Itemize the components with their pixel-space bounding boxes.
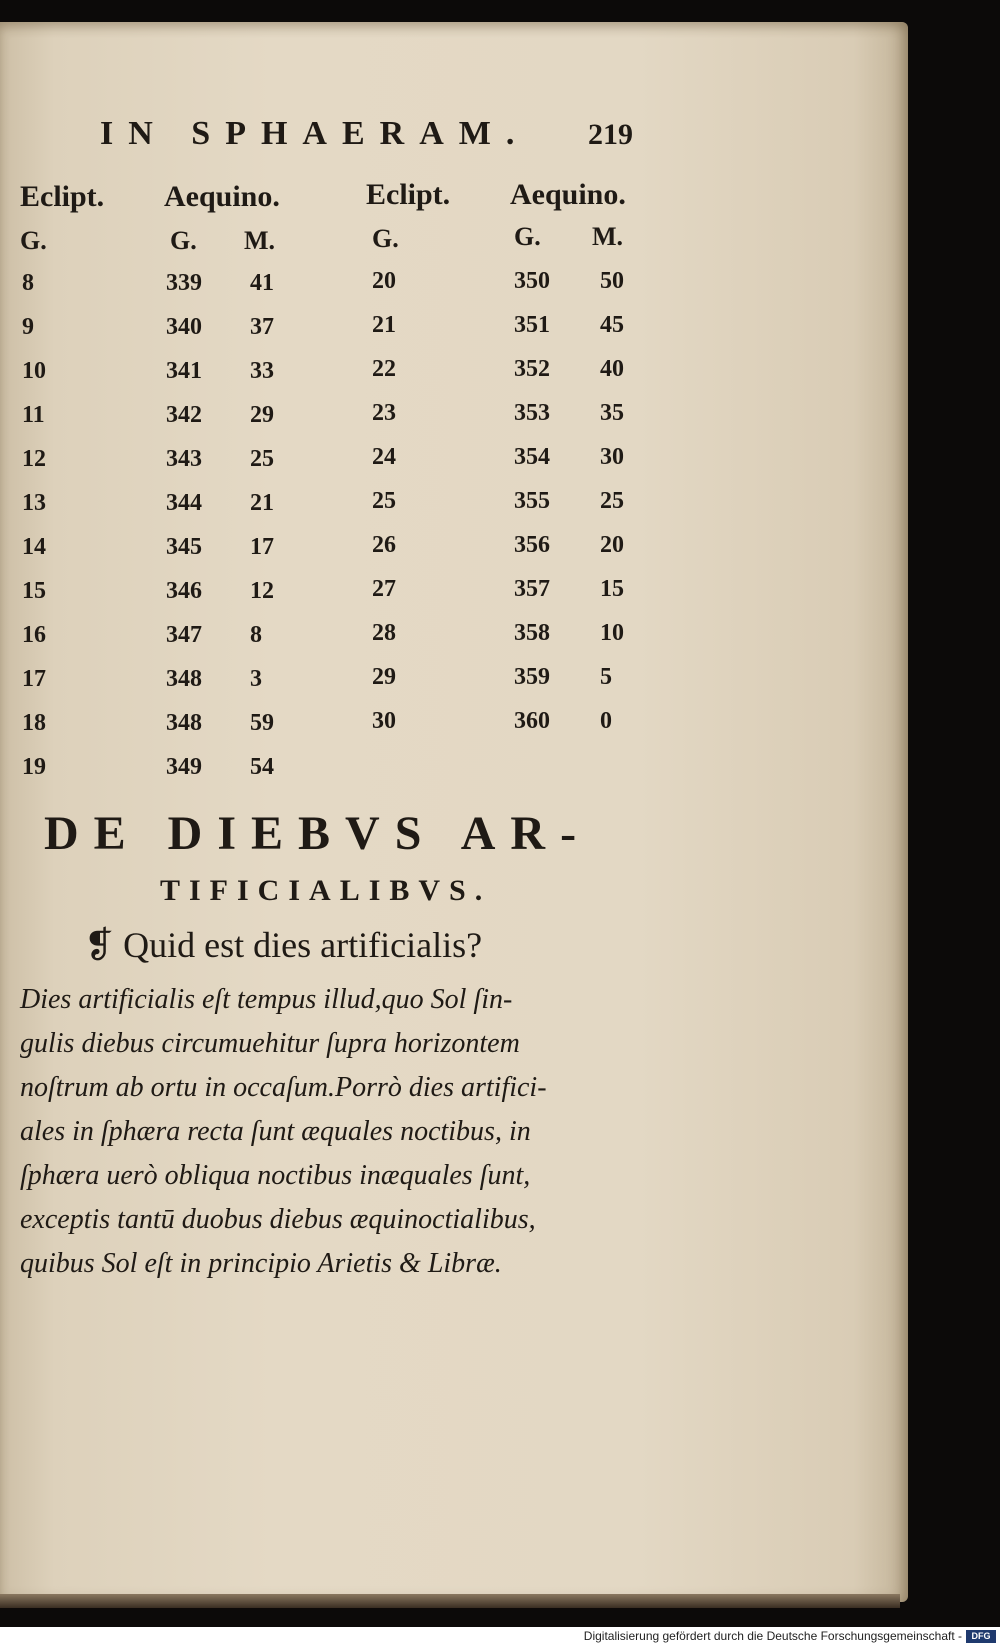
- table-cell-right-eg: 30: [372, 708, 396, 734]
- table-cell-right-am: 25: [600, 488, 624, 514]
- section-title: DE DIEBVS AR-: [44, 807, 592, 860]
- subheader-m-aeq-right: M.: [592, 222, 624, 251]
- table-cell-right-ag: 359: [514, 664, 550, 690]
- table-cell-left-am: 59: [250, 710, 274, 736]
- question-heading: ❡ Quid est dies artificialis?: [84, 925, 483, 965]
- table-cell-left-ag: 346: [166, 578, 202, 604]
- table-cell-left-eg: 12: [22, 446, 46, 472]
- table-cell-right-eg: 24: [372, 444, 396, 470]
- table-cell-left-ag: 342: [166, 402, 202, 428]
- table-cell-left-am: 33: [250, 358, 274, 384]
- table-cell-right-ag: 352: [514, 356, 550, 382]
- table-cell-left-eg: 11: [22, 402, 45, 428]
- table-cell-right-ag: 358: [514, 620, 550, 646]
- table-cell-right-am: 30: [600, 444, 624, 470]
- table-cell-left-eg: 13: [22, 490, 46, 516]
- table-cell-left-eg: 19: [22, 754, 46, 780]
- subheader-g-aeq-right: G.: [514, 222, 541, 251]
- paragraph-line: ales in ſphæra recta ſunt æquales noctibus, in: [20, 1116, 531, 1147]
- table-cell-left-eg: 16: [22, 622, 46, 648]
- body-paragraph: [20, 978, 640, 1286]
- table-cell-left-am: 21: [250, 490, 274, 516]
- subheader-g-ecl-left: G.: [20, 226, 47, 255]
- subheader-g-aeq-left: G.: [170, 226, 197, 255]
- page-edge: [0, 1594, 900, 1608]
- table-cell-right-am: 10: [600, 620, 624, 646]
- table-cell-left-ag: 348: [166, 710, 202, 736]
- subheader-g-ecl-right: G.: [372, 224, 399, 253]
- table-cell-right-ag: 353: [514, 400, 550, 426]
- table-cell-right-am: 40: [600, 356, 624, 382]
- table-cell-left-eg: 8: [22, 270, 34, 296]
- table-cell-left-eg: 17: [22, 666, 46, 692]
- table-cell-left-ag: 340: [166, 314, 202, 340]
- table-cell-right-eg: 27: [372, 576, 396, 602]
- header-ecliptic-left: Eclipt.: [20, 180, 105, 213]
- paragraph-line: gulis diebus circumuehitur ſupra horizontem: [20, 1028, 520, 1059]
- table-cell-left-ag: 345: [166, 534, 202, 560]
- table-cell-right-am: 0: [600, 708, 612, 734]
- header-aequinox-right: Aequino.: [510, 178, 626, 211]
- table-cell-left-ag: 349: [166, 754, 202, 780]
- header-aequinox-left: Aequino.: [164, 180, 280, 213]
- table-cell-left-ag: 344: [166, 490, 202, 516]
- table-cell-right-am: 45: [600, 312, 624, 338]
- table-cell-left-am: 29: [250, 402, 274, 428]
- table-cell-right-ag: 351: [514, 312, 550, 338]
- running-head: IN SPHAERAM.: [100, 115, 530, 152]
- table-cell-left-am: 8: [250, 622, 262, 648]
- table-cell-right-ag: 354: [514, 444, 550, 470]
- table-cell-right-ag: 355: [514, 488, 550, 514]
- table-cell-left-am: 37: [250, 314, 274, 340]
- table-cell-right-eg: 26: [372, 532, 396, 558]
- footer-credit: Digitalisierung gefördert durch die Deutsche Forschungsgemeinschaft -: [583, 1629, 962, 1643]
- table-cell-right-am: 20: [600, 532, 624, 558]
- table-cell-right-eg: 29: [372, 664, 396, 690]
- folio-number: 219: [588, 118, 633, 151]
- table-cell-right-ag: 360: [514, 708, 550, 734]
- table-cell-right-am: 35: [600, 400, 624, 426]
- table-cell-right-eg: 22: [372, 356, 396, 382]
- table-cell-left-am: 12: [250, 578, 274, 604]
- subheader-m-aeq-left: M.: [244, 226, 276, 255]
- table-cell-right-ag: 350: [514, 268, 550, 294]
- dfg-logo: DFG: [966, 1630, 996, 1643]
- table-cell-left-ag: 339: [166, 270, 202, 296]
- table-cell-right-am: 15: [600, 576, 624, 602]
- table-cell-left-am: 41: [250, 270, 274, 296]
- table-cell-left-ag: 347: [166, 622, 202, 648]
- section-title-continued: TIFICIALIBVS.: [160, 874, 492, 907]
- table-cell-right-am: 5: [600, 664, 612, 690]
- paragraph-line: ſphæra uerò obliqua noctibus inæquales ſunt,: [20, 1160, 531, 1191]
- table-cell-left-eg: 9: [22, 314, 34, 340]
- paragraph-line: noſtrum ab ortu in occaſum.Porrò dies artifici-: [20, 1072, 547, 1103]
- table-cell-left-eg: 15: [22, 578, 46, 604]
- header-ecliptic-right: Eclipt.: [366, 178, 451, 211]
- table-cell-left-ag: 341: [166, 358, 202, 384]
- table-cell-left-eg: 14: [22, 534, 46, 560]
- paragraph-line: quibus Sol eſt in principio Arietis & Libræ.: [20, 1248, 502, 1279]
- table-cell-right-eg: 20: [372, 268, 396, 294]
- table-cell-left-am: 54: [250, 754, 274, 780]
- table-cell-left-am: 25: [250, 446, 274, 472]
- table-cell-left-eg: 18: [22, 710, 46, 736]
- table-cell-left-ag: 348: [166, 666, 202, 692]
- table-cell-right-am: 50: [600, 268, 624, 294]
- table-cell-right-eg: 21: [372, 312, 396, 338]
- table-cell-right-ag: 357: [514, 576, 550, 602]
- paragraph-line: Dies artificialis eſt tempus illud,quo Sol ſin-: [20, 984, 513, 1015]
- table-cell-left-am: 17: [250, 534, 274, 560]
- table-cell-right-eg: 28: [372, 620, 396, 646]
- table-cell-right-eg: 25: [372, 488, 396, 514]
- paragraph-line: exceptis tantū duobus diebus æquinoctialibus,: [20, 1204, 536, 1235]
- table-cell-left-eg: 10: [22, 358, 46, 384]
- table-cell-right-eg: 23: [372, 400, 396, 426]
- table-cell-left-am: 3: [250, 666, 262, 692]
- table-cell-right-ag: 356: [514, 532, 550, 558]
- table-cell-left-ag: 343: [166, 446, 202, 472]
